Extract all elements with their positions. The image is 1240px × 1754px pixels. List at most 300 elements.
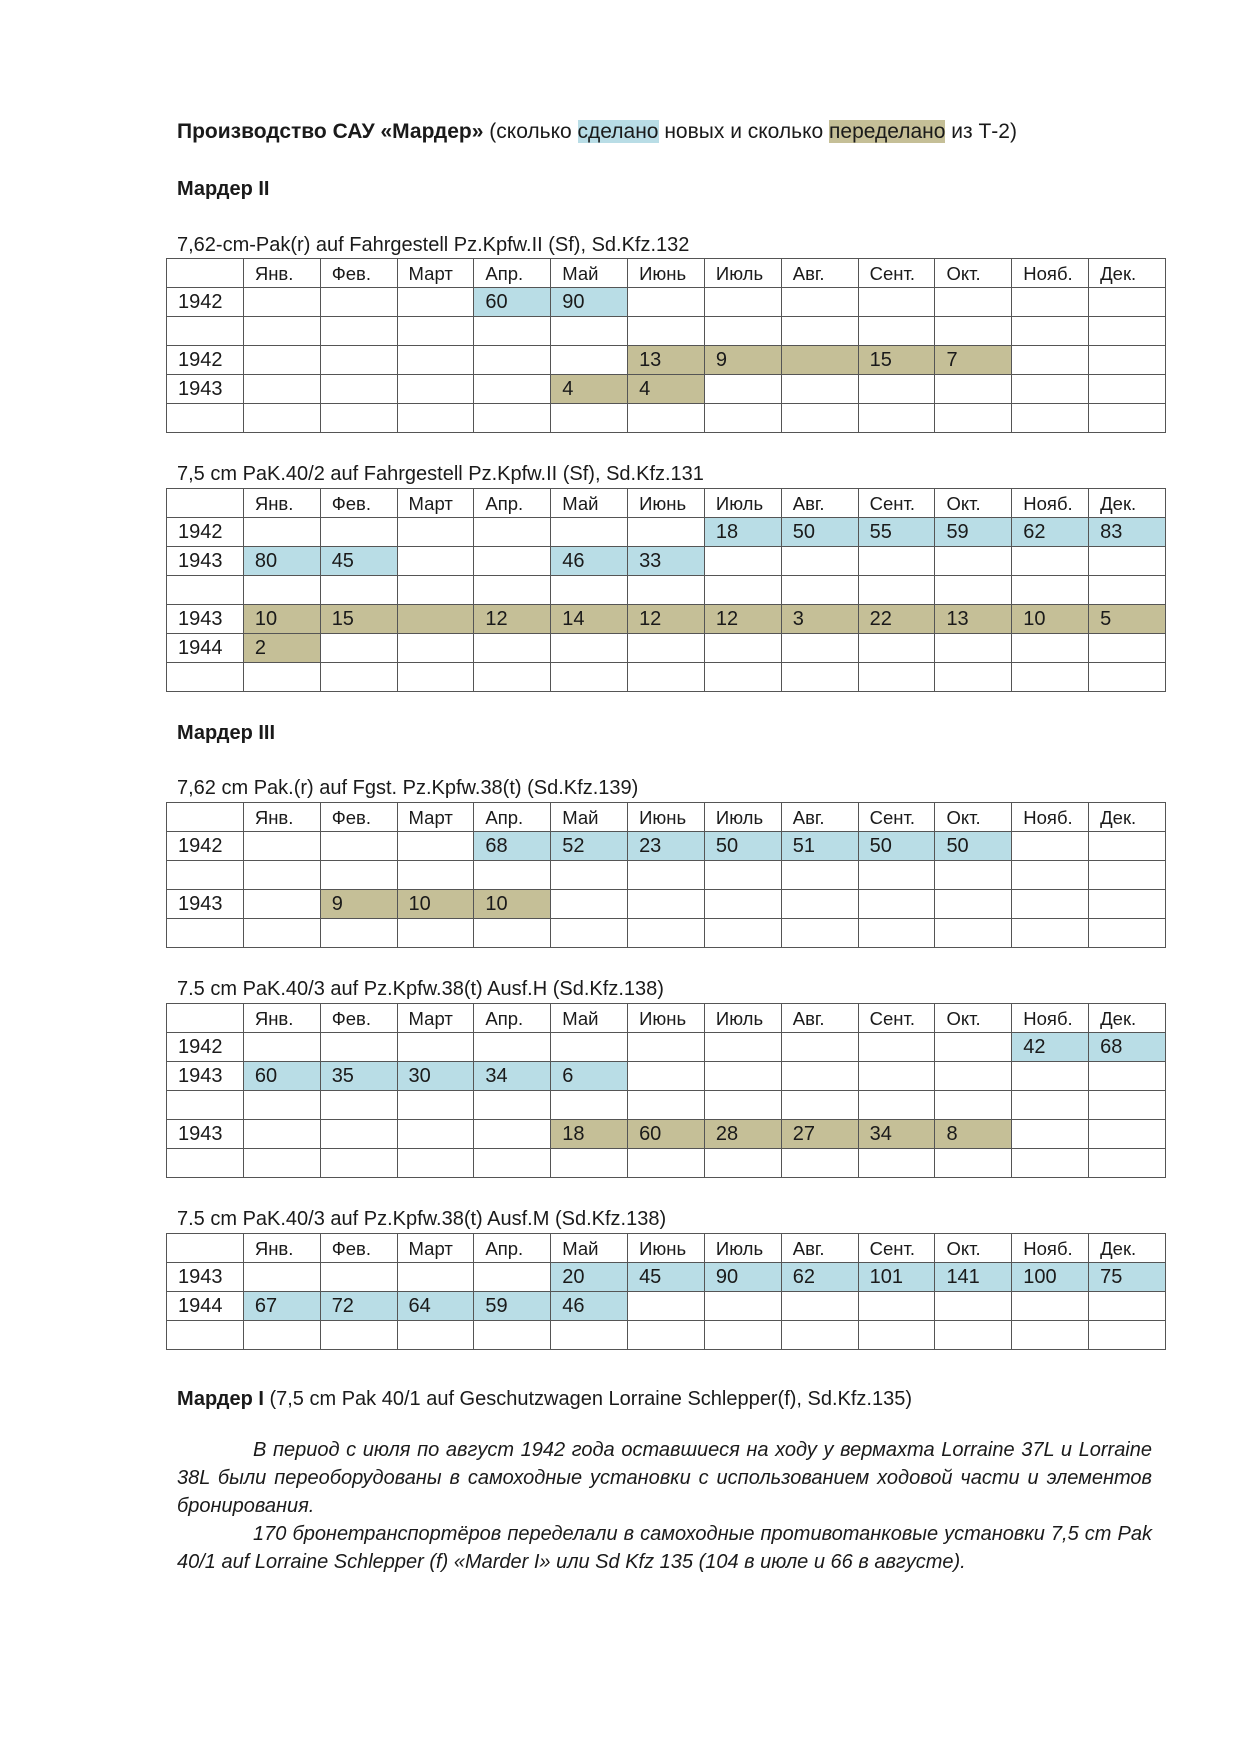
table-cell bbox=[858, 919, 935, 948]
new-production-cell: 34 bbox=[474, 1062, 551, 1091]
table-cell bbox=[1012, 832, 1089, 861]
table-cell bbox=[320, 634, 397, 663]
month-header-cell: Апр. bbox=[474, 803, 551, 832]
table-cell bbox=[858, 547, 935, 576]
new-production-cell: 42 bbox=[1012, 1033, 1089, 1062]
table-cell bbox=[320, 1091, 397, 1120]
table-cell bbox=[551, 576, 628, 605]
converted-cell: 4 bbox=[551, 375, 628, 404]
table-cell bbox=[320, 1321, 397, 1350]
new-production-cell: 35 bbox=[320, 1062, 397, 1091]
converted-cell: 22 bbox=[858, 605, 935, 634]
table-caption-4: 7.5 cm PaK.40/3 auf Pz.Kpfw.38(t) Ausf.H (Sd.Kfz.138) bbox=[177, 978, 664, 1000]
table-cell bbox=[320, 919, 397, 948]
table-cell bbox=[781, 547, 858, 576]
table-cell bbox=[935, 861, 1012, 890]
table-cell bbox=[781, 861, 858, 890]
table-cell bbox=[320, 288, 397, 317]
month-header-cell: Окт. bbox=[935, 803, 1012, 832]
table-cell bbox=[474, 547, 551, 576]
table-cell bbox=[397, 1033, 474, 1062]
year-cell: 1943 bbox=[167, 1062, 244, 1091]
month-header-cell: Дек. bbox=[1089, 1004, 1166, 1033]
converted-cell: 10 bbox=[397, 890, 474, 919]
section-heading-marder-3: Мардер III bbox=[177, 722, 276, 744]
table-cell bbox=[858, 663, 935, 692]
table-cell bbox=[320, 1263, 397, 1292]
table-cell bbox=[858, 861, 935, 890]
table-cell bbox=[243, 832, 320, 861]
table-cell bbox=[320, 663, 397, 692]
table-row bbox=[167, 890, 1166, 919]
table-cell bbox=[1012, 1149, 1089, 1178]
table-cell bbox=[320, 518, 397, 547]
table-cell bbox=[935, 288, 1012, 317]
new-production-cell: 60 bbox=[474, 288, 551, 317]
table-cell bbox=[397, 576, 474, 605]
year-cell bbox=[167, 317, 244, 346]
month-header-cell: Нояб. bbox=[1012, 259, 1089, 288]
table-row bbox=[167, 1062, 1166, 1091]
converted-cell: 27 bbox=[781, 1120, 858, 1149]
table-cell bbox=[628, 1321, 705, 1350]
table-cell bbox=[474, 1149, 551, 1178]
marder-1-rest: (7,5 cm Pak 40/1 auf Geschutzwagen Lorraine Schlepper(f), Sd.Kfz.135) bbox=[263, 1388, 913, 1410]
converted-cell: 9 bbox=[320, 890, 397, 919]
title-highlight-new: сделано bbox=[577, 120, 659, 143]
new-production-cell: 90 bbox=[704, 1263, 781, 1292]
table-cell bbox=[1089, 919, 1166, 948]
header-corner-cell bbox=[167, 489, 244, 518]
month-header-cell: Март bbox=[397, 1004, 474, 1033]
table-row bbox=[167, 375, 1166, 404]
month-header-cell: Янв. bbox=[243, 803, 320, 832]
month-header-cell: Дек. bbox=[1089, 803, 1166, 832]
table-cell bbox=[858, 404, 935, 433]
table-cell bbox=[474, 1033, 551, 1062]
table-cell bbox=[628, 1033, 705, 1062]
table-cell bbox=[704, 634, 781, 663]
table-cell bbox=[858, 288, 935, 317]
new-production-cell: 45 bbox=[628, 1263, 705, 1292]
table-cell bbox=[628, 1149, 705, 1178]
table-cell bbox=[935, 1292, 1012, 1321]
table-cell bbox=[935, 547, 1012, 576]
new-production-cell: 6 bbox=[551, 1062, 628, 1091]
table-cell bbox=[858, 1091, 935, 1120]
table-row bbox=[167, 605, 1166, 634]
production-table-sdkfz131 bbox=[166, 488, 1166, 692]
converted-cell: 8 bbox=[935, 1120, 1012, 1149]
converted-cell: 10 bbox=[474, 890, 551, 919]
table-cell bbox=[781, 890, 858, 919]
table-cell bbox=[243, 663, 320, 692]
table-cell bbox=[474, 1263, 551, 1292]
table-cell bbox=[781, 576, 858, 605]
table-cell bbox=[474, 634, 551, 663]
table-cell bbox=[551, 1091, 628, 1120]
production-table-sdkfz139 bbox=[166, 802, 1166, 948]
month-header-cell: Авг. bbox=[781, 803, 858, 832]
header-corner-cell bbox=[167, 259, 244, 288]
table-cell bbox=[243, 1120, 320, 1149]
table-cell bbox=[935, 317, 1012, 346]
year-cell bbox=[167, 1321, 244, 1350]
table-cell bbox=[320, 1120, 397, 1149]
year-cell bbox=[167, 663, 244, 692]
month-header-cell: Сент. bbox=[858, 1234, 935, 1263]
table-cell bbox=[935, 890, 1012, 919]
table-cell bbox=[1089, 663, 1166, 692]
table-cell bbox=[474, 576, 551, 605]
converted-cell: 10 bbox=[243, 605, 320, 634]
table-cell bbox=[1089, 317, 1166, 346]
table-cell bbox=[858, 375, 935, 404]
table-cell bbox=[320, 832, 397, 861]
new-production-cell: 62 bbox=[1012, 518, 1089, 547]
month-header-cell: Июль bbox=[704, 259, 781, 288]
table-cell bbox=[474, 1120, 551, 1149]
table-cell bbox=[935, 663, 1012, 692]
converted-cell: 34 bbox=[858, 1120, 935, 1149]
converted-cell: 15 bbox=[320, 605, 397, 634]
table-cell bbox=[1089, 576, 1166, 605]
new-production-cell: 59 bbox=[935, 518, 1012, 547]
table-cell bbox=[474, 919, 551, 948]
table-cell bbox=[858, 1292, 935, 1321]
table-cell bbox=[243, 288, 320, 317]
new-production-cell: 101 bbox=[858, 1263, 935, 1292]
month-header-cell: Июнь bbox=[628, 1004, 705, 1033]
new-production-cell: 60 bbox=[243, 1062, 320, 1091]
table-cell bbox=[781, 1091, 858, 1120]
table-cell bbox=[1012, 663, 1089, 692]
month-header-cell: Нояб. bbox=[1012, 489, 1089, 518]
new-production-cell: 83 bbox=[1089, 518, 1166, 547]
table-cell bbox=[704, 547, 781, 576]
new-production-cell: 75 bbox=[1089, 1263, 1166, 1292]
table-row bbox=[167, 1033, 1166, 1062]
paragraph-2: 170 бронетранспортёров переделали в самоходные противотанковые установки 7,5 cm Pak 40/1 auf Lorraine Schlepper (f) «Marder I» или Sd Kfz 135 (104 в июле и 66 в августе). bbox=[177, 1523, 1152, 1573]
table-cell bbox=[935, 1149, 1012, 1178]
month-header-cell: Нояб. bbox=[1012, 1234, 1089, 1263]
table-cell bbox=[243, 919, 320, 948]
table-cell bbox=[1012, 634, 1089, 663]
month-header-cell: Май bbox=[551, 1234, 628, 1263]
table-cell bbox=[243, 890, 320, 919]
title-bold: Производство САУ «Мардер» bbox=[177, 120, 484, 143]
table-cell bbox=[781, 375, 858, 404]
converted-cell: 2 bbox=[243, 634, 320, 663]
table-cell bbox=[1089, 1062, 1166, 1091]
table-cell bbox=[551, 346, 628, 375]
table-cell bbox=[474, 663, 551, 692]
table-cell bbox=[704, 576, 781, 605]
table-cell bbox=[935, 634, 1012, 663]
table-cell bbox=[935, 1033, 1012, 1062]
new-production-cell: 80 bbox=[243, 547, 320, 576]
table-cell bbox=[1089, 547, 1166, 576]
title-part-3: из Т-2) bbox=[945, 120, 1017, 143]
table-cell bbox=[1012, 547, 1089, 576]
table-cell bbox=[320, 861, 397, 890]
table-cell bbox=[858, 634, 935, 663]
table-cell bbox=[704, 317, 781, 346]
month-header-cell: Сент. bbox=[858, 803, 935, 832]
table-cell bbox=[551, 861, 628, 890]
table-cell bbox=[243, 1091, 320, 1120]
converted-cell: 10 bbox=[1012, 605, 1089, 634]
table-cell bbox=[704, 890, 781, 919]
table-cell bbox=[397, 288, 474, 317]
month-header-cell: Нояб. bbox=[1012, 803, 1089, 832]
table-cell bbox=[1089, 1321, 1166, 1350]
table-cell bbox=[551, 919, 628, 948]
year-cell: 1942 bbox=[167, 518, 244, 547]
table-cell bbox=[1012, 317, 1089, 346]
table-cell bbox=[704, 861, 781, 890]
table-cell bbox=[781, 1062, 858, 1091]
table-row bbox=[167, 518, 1166, 547]
table-cell bbox=[628, 1062, 705, 1091]
table-cell bbox=[858, 1321, 935, 1350]
table-cell bbox=[243, 1321, 320, 1350]
table-row bbox=[167, 346, 1166, 375]
table-cell bbox=[704, 1062, 781, 1091]
converted-cell: 5 bbox=[1089, 605, 1166, 634]
month-header-cell: Май bbox=[551, 259, 628, 288]
table-cell bbox=[397, 1091, 474, 1120]
table-cell bbox=[474, 346, 551, 375]
converted-cell: 9 bbox=[704, 346, 781, 375]
table-cell bbox=[781, 1033, 858, 1062]
month-header-cell: Авг. bbox=[781, 1234, 858, 1263]
table-cell bbox=[628, 890, 705, 919]
year-cell: 1943 bbox=[167, 605, 244, 634]
table-cell bbox=[320, 375, 397, 404]
table-cell bbox=[243, 861, 320, 890]
converted-cell: 28 bbox=[704, 1120, 781, 1149]
table-cell bbox=[397, 547, 474, 576]
month-header-cell: Янв. bbox=[243, 259, 320, 288]
month-header-row bbox=[167, 489, 1166, 518]
table-cell bbox=[781, 1321, 858, 1350]
month-header-cell: Дек. bbox=[1089, 259, 1166, 288]
year-cell bbox=[167, 404, 244, 433]
month-header-cell: Июль bbox=[704, 1004, 781, 1033]
table-cell bbox=[1089, 890, 1166, 919]
production-table-sdkfz138-ausf-h bbox=[166, 1003, 1166, 1178]
table-cell bbox=[397, 404, 474, 433]
month-header-cell: Март bbox=[397, 259, 474, 288]
table-row bbox=[167, 1292, 1166, 1321]
table-cell bbox=[935, 1062, 1012, 1091]
table-cell bbox=[397, 1321, 474, 1350]
month-header-cell: Окт. bbox=[935, 1234, 1012, 1263]
table-cell bbox=[1012, 404, 1089, 433]
converted-cell: 3 bbox=[781, 605, 858, 634]
table-cell bbox=[704, 1321, 781, 1350]
month-header-cell: Окт. bbox=[935, 259, 1012, 288]
month-header-cell: Июнь bbox=[628, 803, 705, 832]
table-cell bbox=[704, 1292, 781, 1321]
table-cell bbox=[781, 919, 858, 948]
table-row bbox=[167, 1091, 1166, 1120]
year-cell: 1943 bbox=[167, 1263, 244, 1292]
table-row bbox=[167, 1120, 1166, 1149]
table-row bbox=[167, 634, 1166, 663]
month-header-cell: Дек. bbox=[1089, 489, 1166, 518]
table-cell bbox=[320, 576, 397, 605]
month-header-row bbox=[167, 1004, 1166, 1033]
production-table-sdkfz132 bbox=[166, 258, 1166, 433]
production-table-sdkfz138-ausf-m bbox=[166, 1233, 1166, 1350]
month-header-cell: Фев. bbox=[320, 1234, 397, 1263]
table-cell bbox=[858, 1033, 935, 1062]
table-cell bbox=[1012, 1120, 1089, 1149]
new-production-cell: 23 bbox=[628, 832, 705, 861]
table-cell bbox=[935, 1321, 1012, 1350]
table-cell bbox=[781, 317, 858, 346]
month-header-cell: Май bbox=[551, 803, 628, 832]
month-header-cell: Июль bbox=[704, 1234, 781, 1263]
table-cell bbox=[551, 634, 628, 663]
new-production-cell: 45 bbox=[320, 547, 397, 576]
section-heading-marder-2: Мардер II bbox=[177, 178, 270, 200]
table-cell bbox=[243, 404, 320, 433]
table-cell bbox=[397, 861, 474, 890]
table-cell bbox=[935, 576, 1012, 605]
new-production-cell: 50 bbox=[781, 518, 858, 547]
month-header-cell: Окт. bbox=[935, 489, 1012, 518]
table-cell bbox=[1089, 1292, 1166, 1321]
year-cell: 1942 bbox=[167, 288, 244, 317]
table-cell bbox=[1012, 346, 1089, 375]
table-cell bbox=[704, 404, 781, 433]
table-cell bbox=[858, 1062, 935, 1091]
title-part-1: (сколько bbox=[483, 120, 578, 143]
table-cell bbox=[551, 404, 628, 433]
new-production-cell: 20 bbox=[551, 1263, 628, 1292]
table-cell bbox=[858, 576, 935, 605]
month-header-cell: Июль bbox=[704, 803, 781, 832]
table-cell bbox=[781, 288, 858, 317]
table-cell bbox=[551, 1149, 628, 1178]
month-header-cell: Фев. bbox=[320, 259, 397, 288]
table-cell bbox=[1089, 375, 1166, 404]
table-cell bbox=[1012, 576, 1089, 605]
table-row bbox=[167, 1321, 1166, 1350]
header-corner-cell bbox=[167, 803, 244, 832]
table-row bbox=[167, 919, 1166, 948]
table-cell bbox=[397, 1149, 474, 1178]
table-cell bbox=[704, 919, 781, 948]
table-cell bbox=[704, 288, 781, 317]
header-corner-cell bbox=[167, 1004, 244, 1033]
table-row bbox=[167, 404, 1166, 433]
table-cell bbox=[628, 317, 705, 346]
table-cell bbox=[935, 1091, 1012, 1120]
paragraph-1: В период с июля по август 1942 года оставшиеся на ходу у вермахта Lorraine 37L и Lorraine 38L были переоборудованы в самоходные установки с использованием ходовой части и элементов бронирования. bbox=[177, 1439, 1152, 1517]
new-production-cell: 141 bbox=[935, 1263, 1012, 1292]
month-header-cell: Апр. bbox=[474, 1234, 551, 1263]
table-cell bbox=[628, 288, 705, 317]
table-cell bbox=[1012, 919, 1089, 948]
marder-1-heading bbox=[177, 1388, 912, 1411]
converted-cell: 12 bbox=[628, 605, 705, 634]
new-production-cell: 50 bbox=[704, 832, 781, 861]
table-cell bbox=[1089, 832, 1166, 861]
table-caption-2: 7,5 cm PaK.40/2 auf Fahrgestell Pz.Kpfw.II (Sf), Sd.Kfz.131 bbox=[177, 463, 704, 485]
table-cell bbox=[1089, 1091, 1166, 1120]
month-header-cell: Янв. bbox=[243, 489, 320, 518]
table-caption-3: 7,62 cm Pak.(r) auf Fgst. Pz.Kpfw.38(t) (Sd.Kfz.139) bbox=[177, 777, 639, 799]
table-cell bbox=[1089, 634, 1166, 663]
month-header-cell: Окт. bbox=[935, 1004, 1012, 1033]
month-header-cell: Дек. bbox=[1089, 1234, 1166, 1263]
month-header-cell: Авг. bbox=[781, 1004, 858, 1033]
table-cell bbox=[320, 346, 397, 375]
converted-cell: 12 bbox=[474, 605, 551, 634]
table-row bbox=[167, 1263, 1166, 1292]
table-cell bbox=[397, 1263, 474, 1292]
table-cell bbox=[474, 518, 551, 547]
new-production-cell: 30 bbox=[397, 1062, 474, 1091]
converted-cell: 14 bbox=[551, 605, 628, 634]
new-production-cell: 90 bbox=[551, 288, 628, 317]
title-part-2: новых и сколько bbox=[658, 120, 830, 143]
table-cell bbox=[704, 1091, 781, 1120]
year-cell bbox=[167, 1149, 244, 1178]
table-cell bbox=[320, 404, 397, 433]
new-production-cell: 59 bbox=[474, 1292, 551, 1321]
table-row bbox=[167, 861, 1166, 890]
new-production-cell: 51 bbox=[781, 832, 858, 861]
table-cell bbox=[628, 861, 705, 890]
new-production-cell: 50 bbox=[935, 832, 1012, 861]
table-cell bbox=[781, 634, 858, 663]
table-cell bbox=[781, 1149, 858, 1178]
table-cell bbox=[628, 1091, 705, 1120]
year-cell: 1944 bbox=[167, 634, 244, 663]
table-cell bbox=[628, 1292, 705, 1321]
table-cell bbox=[397, 919, 474, 948]
month-header-cell: Июнь bbox=[628, 259, 705, 288]
month-header-cell: Июль bbox=[704, 489, 781, 518]
new-production-cell: 18 bbox=[704, 518, 781, 547]
table-row bbox=[167, 576, 1166, 605]
month-header-row bbox=[167, 1234, 1166, 1263]
table-cell bbox=[397, 317, 474, 346]
new-production-cell: 68 bbox=[1089, 1033, 1166, 1062]
table-cell bbox=[551, 1033, 628, 1062]
year-cell bbox=[167, 861, 244, 890]
table-cell bbox=[397, 375, 474, 404]
converted-cell: 12 bbox=[704, 605, 781, 634]
table-cell bbox=[243, 346, 320, 375]
table-cell bbox=[474, 375, 551, 404]
table-cell bbox=[474, 1321, 551, 1350]
year-cell: 1944 bbox=[167, 1292, 244, 1321]
table-cell bbox=[1089, 346, 1166, 375]
month-header-cell: Нояб. bbox=[1012, 1004, 1089, 1033]
month-header-cell: Янв. bbox=[243, 1234, 320, 1263]
table-cell bbox=[320, 1033, 397, 1062]
table-cell bbox=[243, 518, 320, 547]
year-cell: 1943 bbox=[167, 375, 244, 404]
table-row bbox=[167, 547, 1166, 576]
table-caption-5: 7.5 cm PaK.40/3 auf Pz.Kpfw.38(t) Ausf.M (Sd.Kfz.138) bbox=[177, 1208, 667, 1230]
